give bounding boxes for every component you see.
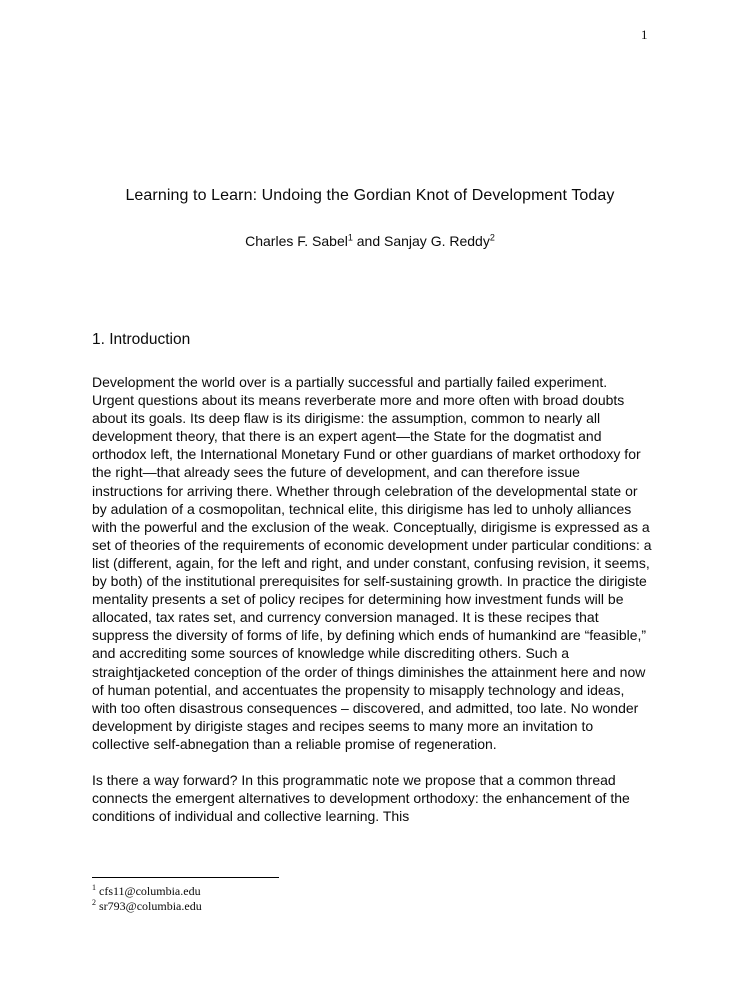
main-text-column xyxy=(92,331,652,843)
footnote-2-text: sr793@columbia.edu xyxy=(99,899,202,913)
paper-title: Learning to Learn: Undoing the Gordian Knot of Development Today xyxy=(125,187,615,204)
section-heading: 1. Introduction xyxy=(92,331,191,348)
footnote-1 xyxy=(92,884,652,899)
author-1-footnote-ref: 1 xyxy=(347,232,353,243)
footnote-2 xyxy=(92,899,652,914)
footnote-separator-rule xyxy=(92,877,279,878)
footnote-2-marker: 2 xyxy=(92,898,96,907)
paragraph-1: Development the world over is a partially successful and partially failed experiment. Urgent questions about its means reverberate more and more often with broad doubts about its goals. Its deep flaw is its dirigisme: the assumption, common to nearly all development theory, that there is an expert agent—the State for the dogmatist and orthodox left, the International Monetary Fund or other guardians of market orthodoxy for the right—that already sees the future of development, and can therefore issue instructions for arriving there. Whether through celebration of the developmental state or by adulation of a cosmopolitan, technical elite, this dirigisme has led to unholy alliances with the powerful and the exclusion of the weak. Conceptually, dirigisme is expressed as a set of theories of the requirements of economic development under particular conditions: a list (different, again, for the left and right, and under constant, confusing revision, it seems, by both) of the institutional prerequisites for self-sustaining growth. In practice the dirigiste mentality presents a set of policy recipes for determining how investment funds will be allocated, tax rates set, and currency conversion managed. It is these recipes that suppress the diversity of forms of life, by defining which ends of humankind are “feasible,” and accrediting some sources of knowledge while discrediting others. Such a straightjacketed conception of the order of things diminishes the attainment here and now of human potential, and accentuates the propensity to misapply technology and ideas, with too often disastrous consequences – discovered, and admitted, too late. No wonder development by dirigiste stages and recipes seems to many more an invitation to collective self-abnegation than a reliable promise of regeneration. xyxy=(92,374,652,752)
page-number: 1 xyxy=(641,27,648,42)
authors-line xyxy=(40,233,700,249)
footnote-1-text: cfs11@columbia.edu xyxy=(99,884,201,898)
author-2-footnote-ref: 2 xyxy=(489,232,495,243)
author-1-name: Charles F. Sabel xyxy=(245,233,348,249)
author-2-name: Sanjay G. Reddy xyxy=(384,233,490,249)
paragraph-2: Is there a way forward? In this programmatic note we propose that a common thread connects the emergent alternatives to development orthodoxy: the enhancement of the conditions of individual and collective learning. This xyxy=(92,771,630,825)
footnote-1-marker: 1 xyxy=(92,883,96,892)
footnotes-section xyxy=(92,877,652,914)
authors-joiner: and xyxy=(352,233,384,249)
